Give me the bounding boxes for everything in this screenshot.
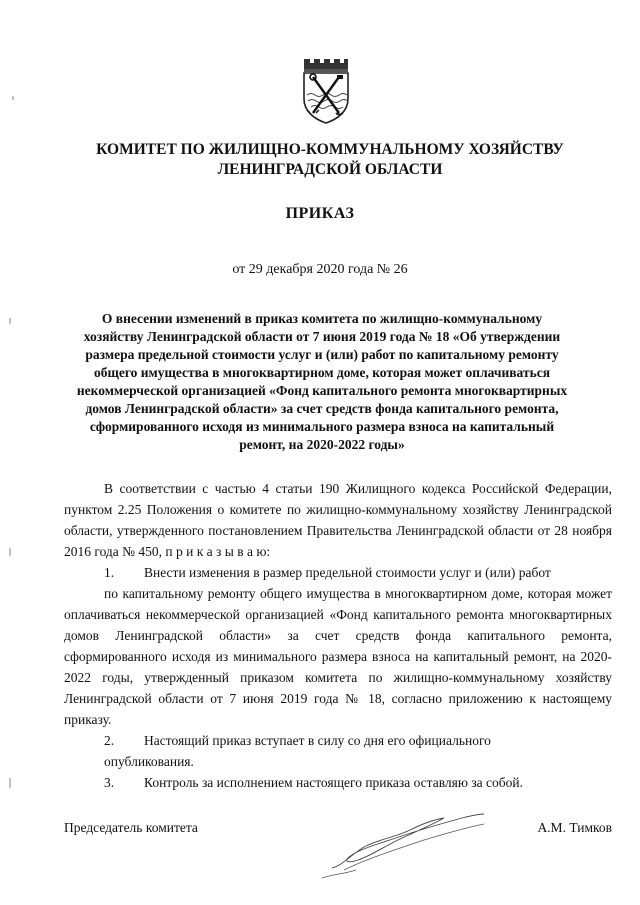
order-item-2 — [64, 730, 612, 772]
item-first-line: Настоящий приказ вступает в силу со дня его официального — [144, 733, 491, 748]
item-number: 3. — [104, 775, 115, 790]
order-item-3 — [64, 772, 612, 793]
document-type: ПРИКАЗ — [285, 205, 355, 222]
scan-artifact — [9, 318, 11, 324]
document-body — [64, 478, 612, 793]
signatory-name: А.М. Тимков — [537, 820, 612, 835]
document-date-number: от 29 декабря 2020 года № 26 — [232, 262, 408, 277]
item-continuation: опубликования. — [104, 754, 194, 769]
item-number: 1. — [104, 565, 115, 580]
item-first-line: Контроль за исполнением настоящего приказа оставляю за собой. — [144, 775, 523, 790]
item-first-line: Внести изменения в размер предельной стоимости услуг и (или) работ — [144, 565, 551, 580]
handwritten-signature-icon — [314, 798, 524, 888]
document-subject: О внесении изменений в приказ комитета по жилищно-коммунальному хозяйству Ленинградской области от 7 июня 2019 года № 18 «Об утверждении размера предельной стоимости услуг и (или) работ по капитальному ремонту общего имущества в многоквартирном доме, которая может оплачиваться некоммерческой организацией «Фонд капитального ремонта многоквартирных домов Ленинградской области» за счет средств фонда капитального ремонта, сформированного исходя из минимального размера взноса на капитальный ремонт, на 2020-2022 годы» — [76, 311, 568, 452]
scan-artifact — [9, 548, 11, 556]
order-item-1 — [64, 562, 612, 730]
committee-name-line2: ЛЕНИНГРАДСКОЙ ОБЛАСТИ — [217, 161, 443, 178]
coat-of-arms-icon — [300, 55, 352, 125]
item-continuation: по капитальному ремонту общего имущества в многоквартирном доме, которая может оплачиваться некоммерческой организацией «Фонд капитального ремонта многоквартирных домов Ленинградской области» за счет средств фонда капитального ремонта, сформированного исходя из минимального размера взноса на капитальный ремонт, на 2020-2022 годы, утвержденный приказом комитета по жилищно-коммунальному хозяйству Ленинградской области от 7 июня 2019 года № 18, согласно приложению к настоящему приказу. — [64, 586, 612, 727]
preamble-paragraph: В соответствии с частью 4 статьи 190 Жилищного кодекса Российской Федерации, пунктом 2.25 Положения о комитете по жилищно-коммунальному хозяйству Ленинградской области, утвержденного постановлением Правительства Ленинградской области от 28 ноября 2016 года № 450, п р и к а з ы в а ю: — [64, 481, 612, 559]
signatory-title: Председатель комитета — [64, 820, 198, 835]
committee-name — [60, 140, 600, 180]
scan-artifact — [9, 778, 11, 788]
scan-artifact — [12, 96, 14, 100]
item-number: 2. — [104, 733, 115, 748]
committee-name-line1: КОМИТЕТ ПО ЖИЛИЩНО-КОММУНАЛЬНОМУ ХОЗЯЙСТВУ — [96, 141, 564, 158]
signature-block — [64, 820, 612, 900]
